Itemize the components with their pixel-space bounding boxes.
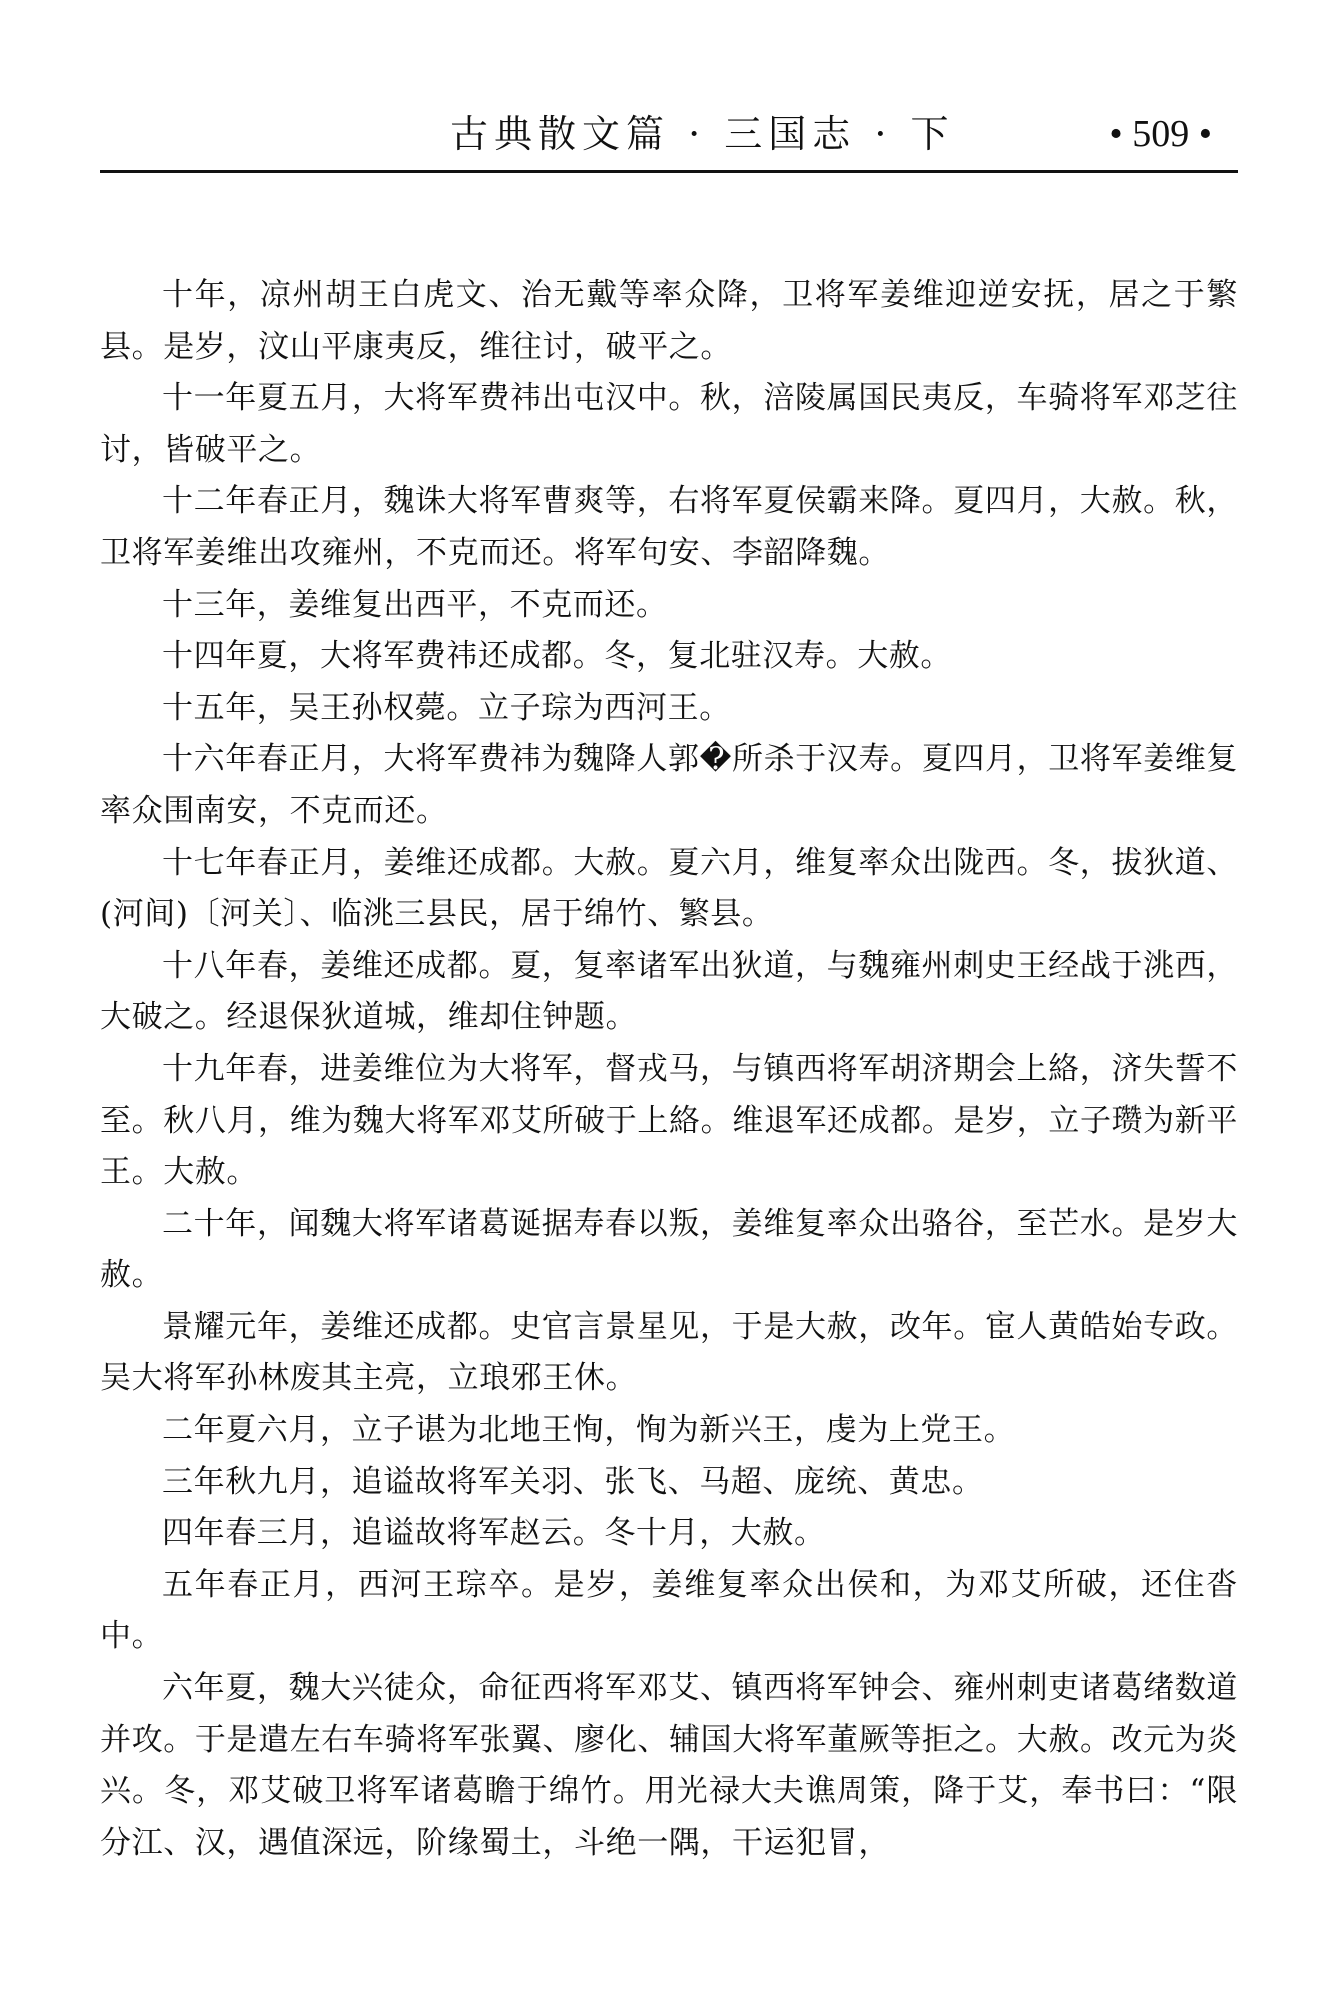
paragraph: 十四年夏，大将军费祎还成都。冬，复北驻汉寿。大赦。 — [162, 638, 952, 675]
running-title: 古典散文篇 · 三国志 · 下 — [450, 112, 955, 156]
header-rule — [100, 170, 1238, 173]
paragraph: 十年，凉州胡王白虎文、治无戴等率众降，卫将军姜维迎逆安抚，居之于繁县。是岁，汶山平康夷反，维往讨，破平之。 — [100, 277, 1238, 365]
body-text — [100, 270, 1238, 1869]
paragraph: 十六年春正月，大将军费祎为魏降人郭�所杀于汉寿。夏四月，卫将军姜维复率众围南安，不克而还。 — [100, 741, 1238, 829]
paragraph: 十一年夏五月，大将军费祎出屯汉中。秋，涪陵属国民夷反，车骑将军邓芝往讨，皆破平之。 — [100, 380, 1238, 468]
paragraph: 四年春三月，追谥故将军赵云。冬十月，大赦。 — [162, 1515, 826, 1552]
paragraph: 二年夏六月，立子谌为北地王恂，恂为新兴王，虔为上党王。 — [162, 1412, 1016, 1449]
page-header — [100, 104, 1240, 170]
paragraph: 十五年，吴王孙权薨。立子琮为西河王。 — [162, 689, 731, 726]
paragraph: 六年夏，魏大兴徒众，命征西将军邓艾、镇西将军钟会、雍州刺吏诸葛绪数道并攻。于是遣左右车骑将军张翼、廖化、辅国大将军董厥等拒之。大赦。改元为炎兴。冬，邓艾破卫将军诸葛瞻于绵竹。用光禄大夫谯周策，降于艾，奉书曰：“限分江、汉，遇值深远，阶缘蜀土，斗绝一隅，干运犯冒， — [100, 1670, 1238, 1861]
paragraph: 三年秋九月，追谥故将军关羽、张飞、马超、庞统、黄忠。 — [162, 1463, 984, 1500]
paragraph: 景耀元年，姜维还成都。史官言景星见，于是大赦，改年。宦人黄皓始专政。吴大将军孙林废其主亮，立琅邪王休。 — [100, 1308, 1238, 1397]
paragraph: 十三年，姜维复出西平，不克而还。 — [162, 586, 668, 623]
paragraph: 十八年春，姜维还成都。夏，复率诸军出狄道，与魏雍州刺史王经战于洮西，大破之。经退保狄道城，维却住钟题。 — [100, 947, 1238, 1036]
paragraph: 五年春正月，西河王琮卒。是岁，姜维复率众出侯和，为邓艾所破，还住沓中。 — [100, 1566, 1238, 1655]
paragraph: 十七年春正月，姜维还成都。大赦。夏六月，维复率众出陇西。冬，拔狄道、(河间)〔河关〕、临洮三县民，居于绵竹、繁县。 — [100, 844, 1238, 933]
paragraph: 二十年，闻魏大将军诸葛诞据寿春以叛，姜维复率众出骆谷，至芒水。是岁大赦。 — [100, 1205, 1238, 1294]
paragraph: 十二年春正月，魏诛大将军曹爽等，右将军夏侯霸来降。夏四月，大赦。秋，卫将军姜维出攻雍州，不克而还。将军句安、李韶降魏。 — [100, 483, 1238, 571]
paragraph: 十九年春，进姜维位为大将军，督戎马，与镇西将军胡济期会上絡，济失誓不至。秋八月，维为魏大将军邓艾所破于上絡。维退军还成都。是岁，立子瓒为新平王。大赦。 — [100, 1050, 1238, 1191]
page-number: • 509 • — [1109, 113, 1212, 155]
